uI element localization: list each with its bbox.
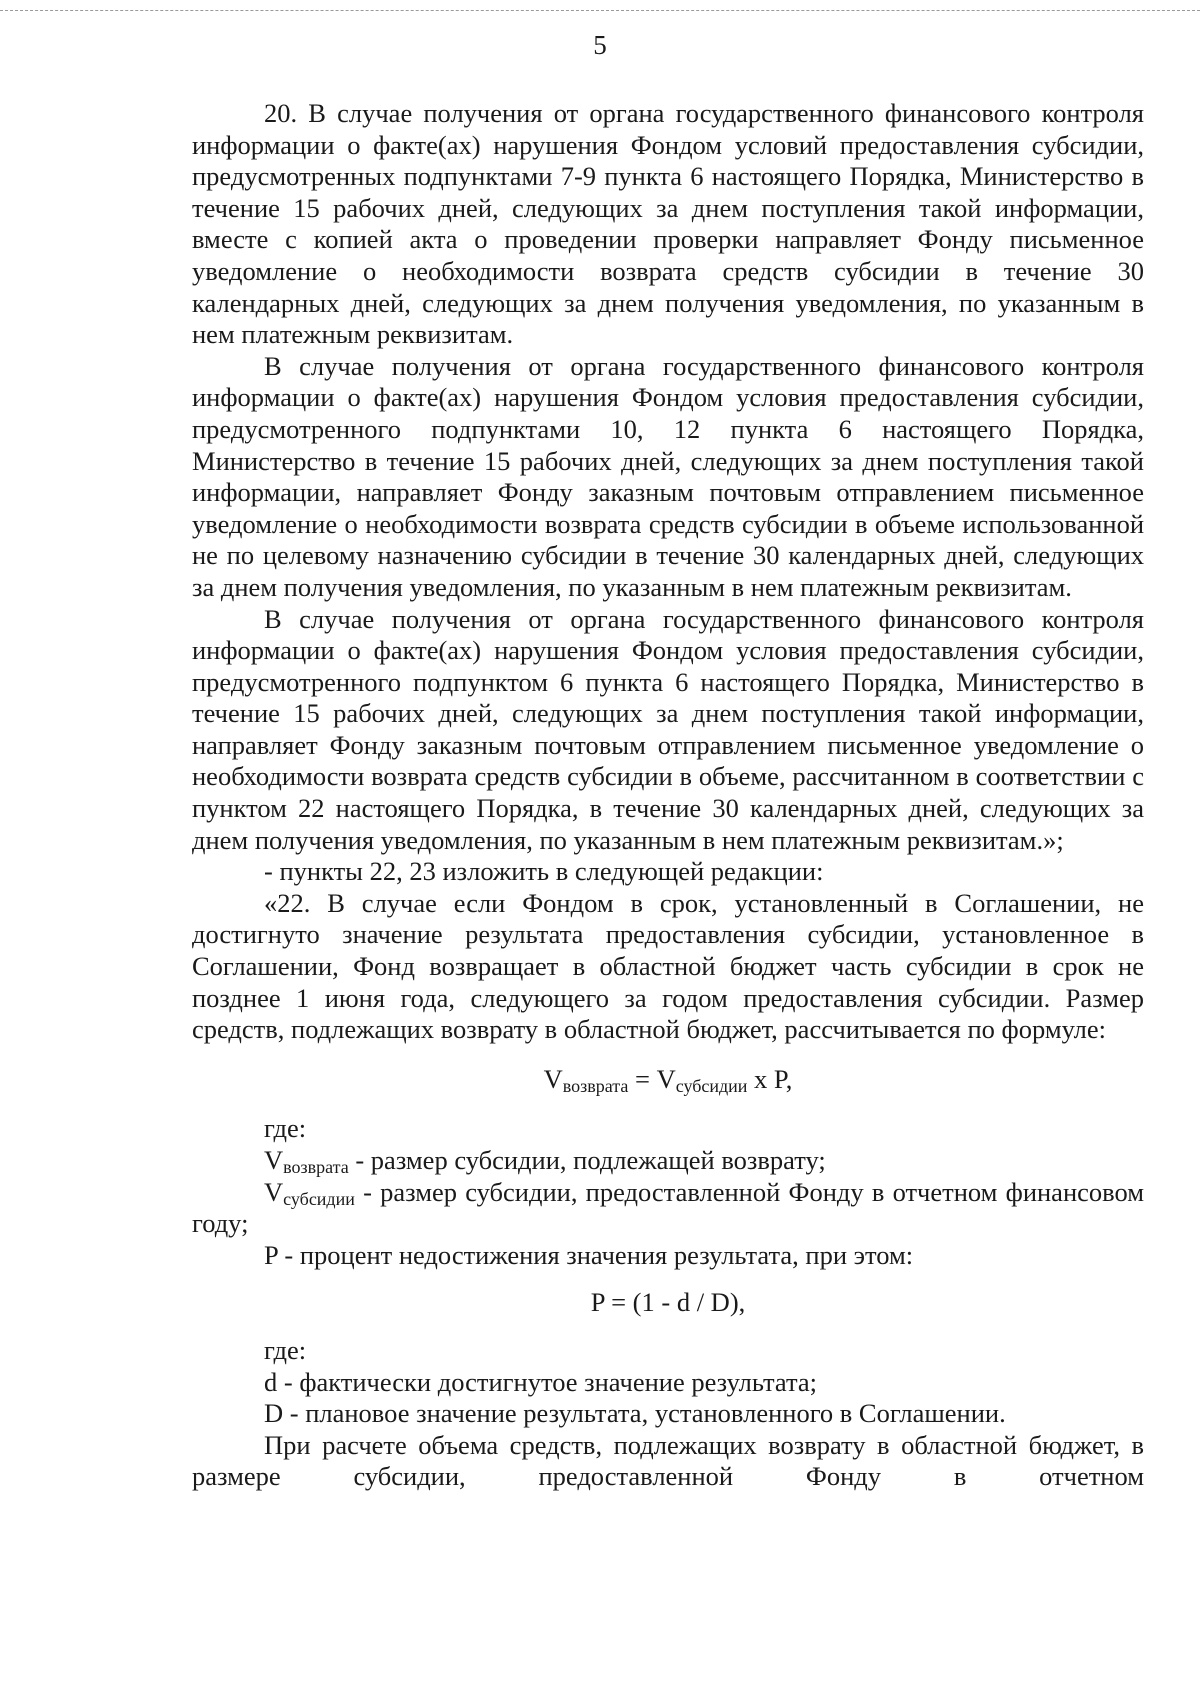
paragraph-20: 20. В случае получения от органа государственного финансового контроля информации о факте(ах) нарушения Фондом условий предоставления субсидии, предусмотренных подпунктами 7-9 пункта 6 настоящего Порядка, Министерство в течение 15 рабочих дней, следующих за днем поступления такой информации, вместе с копией акта о проведении проверки направляет Фонду письменное уведомление о необходимости возврата средств субсидии в течение 30 календарных дней, следующих за днем получения уведомления, по указанным в нем платежным реквизитам. bbox=[192, 98, 1144, 350]
formula-percent: P = (1 - d / D), bbox=[590, 1287, 746, 1318]
scan-edge-line bbox=[0, 10, 1200, 17]
def-v-subsidy-symbol: V bbox=[264, 1176, 284, 1207]
def-v-return-symbol: V bbox=[264, 1145, 284, 1175]
def-v-subsidy-subscript: субсидии bbox=[283, 1188, 355, 1209]
paragraph-amend-22-23: - пункты 22, 23 изложить в следующей редакции: bbox=[264, 856, 824, 887]
formula-return bbox=[192, 1064, 1144, 1096]
def-v-return-subscript: возврата bbox=[283, 1157, 349, 1177]
definition-v-subsidy bbox=[192, 1177, 1144, 1240]
formula-equals: = bbox=[628, 1063, 657, 1094]
def-v-subsidy-text: - размер субсидии, предоставленной Фонду в отчетном финансовом году; bbox=[192, 1176, 1144, 1239]
paragraph-22: «22. В случае если Фондом в срок, установленный в Соглашении, не достигнуто значение результата предоставления субсидии, установленное в Соглашении, Фонд возвращает в областной бюджет часть субсидии в срок не позднее 1 июня года, следующего за годом предоставления субсидии. Размер средств, подлежащих возврату в областной бюджет, рассчитывается по формуле: bbox=[192, 887, 1144, 1045]
def-v-return-text: - размер субсидии, подлежащей возврату; bbox=[348, 1145, 826, 1175]
paragraph-calculation: При расчете объема средств, подлежащих возврату в областной бюджет, в размере субсидии, предоставленной Фонду в отчетном bbox=[192, 1429, 1144, 1492]
definition-p: P - процент недостижения значения результата, при этом: bbox=[264, 1239, 914, 1270]
where-label-2: где: bbox=[264, 1334, 307, 1365]
formula-rhs-subscript: субсидии bbox=[675, 1075, 748, 1096]
paragraph-violation-10-12: В случае получения от органа государственного финансового контроля информации о факте(ах) нарушения Фондом условия предоставления субсидии, предусмотренного подпунктами 10, 12 пункта 6 настоящего Порядка, Министерство в течение 15 рабочих дней, следующих за днем поступления такой информации, направляет Фонду заказным почтовым отправлением письменное уведомление о необходимости возврата средств субсидии в объеме использованной не по целевому назначению субсидии в течение 30 календарных дней, следующих за днем получения уведомления, по указанным в нем платежным реквизитам. bbox=[192, 350, 1144, 602]
formula-tail: x P, bbox=[747, 1063, 793, 1094]
formula-rhs-symbol: V bbox=[656, 1063, 676, 1094]
formula-lhs-subscript: возврата bbox=[562, 1075, 629, 1096]
page-number: 5 bbox=[593, 30, 607, 60]
paragraph-violation-6: В случае получения от органа государственного финансового контроля информации о факте(ах) нарушения Фондом условия предоставления субсидии, предусмотренного подпунктом 6 пункта 6 настоящего Порядка, Министерство в течение 15 рабочих дней, следующих за днем поступления такой информации, направляет Фонду заказным почтовым отправлением письменное уведомление о необходимости возврата средств субсидии в объеме, рассчитанном в соответствии с пунктом 22 настоящего Порядка, в течение 30 календарных дней, следующих за днем получения уведомления, по указанным в нем платежным реквизитам.»; bbox=[192, 603, 1144, 855]
document-body bbox=[192, 98, 1144, 1493]
definition-d-planned: D - плановое значение результата, установленного в Соглашении. bbox=[264, 1398, 1006, 1429]
where-label-1: где: bbox=[264, 1113, 307, 1144]
definition-v-return bbox=[192, 1145, 1144, 1177]
formula-lhs-symbol: V bbox=[543, 1063, 563, 1094]
definition-d-actual: d - фактически достигнутое значение результата; bbox=[264, 1366, 817, 1397]
